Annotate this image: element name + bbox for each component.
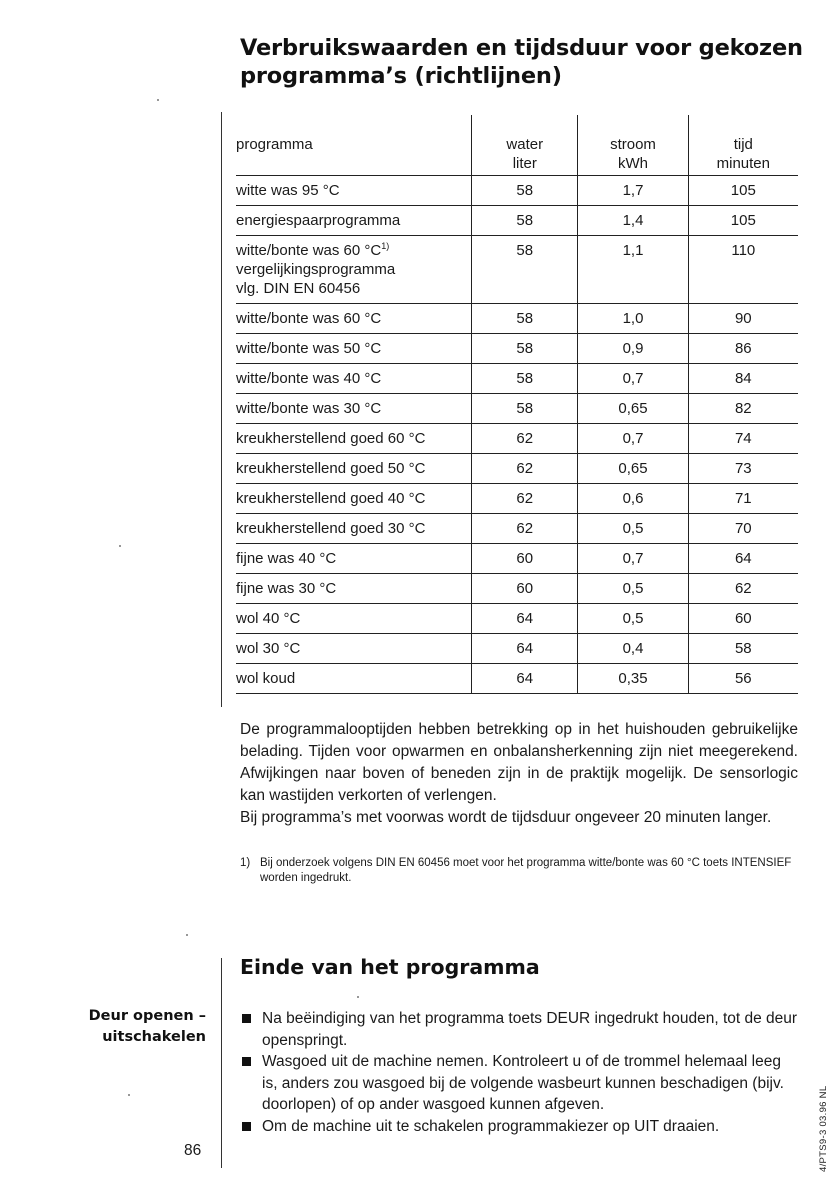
footnote-mark: 1) [240, 857, 251, 869]
cell-water: 58 [472, 206, 578, 236]
table-row [236, 424, 798, 454]
table-row [236, 364, 798, 394]
prewash-note: Bij programma’s met voorwas wordt de tijdsduur ongeveer 20 minuten langer. [240, 809, 772, 826]
cell-programma: wol koud [236, 664, 472, 694]
cell-stroom: 0,65 [578, 454, 688, 484]
cell-water: 58 [472, 304, 578, 334]
footnote [240, 856, 800, 886]
cell-programma: wol 40 °C [236, 604, 472, 634]
explanation-paragraph [240, 719, 798, 829]
explanation-text: De programmalooptijden hebben betrekking op in het huishouden gebruikelijke belading. Tijden voor opwarmen en onbalansherkenning zijn niet meegerekend. Afwijkingen naar boven of beneden zijn in de praktijk mogelijk. De sensorlogic kan wastijden verkorten of verlengen. [240, 721, 798, 804]
table-row [236, 604, 798, 634]
cell-programma: energiespaarprogramma [236, 206, 472, 236]
column-header-water [472, 115, 578, 176]
column-header-stroom [578, 115, 688, 176]
cell-line [236, 241, 471, 260]
column-header-label: water [506, 136, 544, 153]
cell-stroom: 0,4 [578, 634, 688, 664]
cell-line: vergelijkingsprogramma [236, 261, 396, 278]
cell-programma: kreukherstellend goed 40 °C [236, 484, 472, 514]
cell-line-text: witte/bonte was 60 °C [236, 242, 382, 259]
margin-rule-top [221, 112, 222, 707]
step-text: Wasgoed uit de machine nemen. Kontroleert u of de trommel helemaal leeg is, anders zou wasgoed bij de volgende wasbeurt kunnen beschadigen (bijv. doorlopen) of op ander wasgoed kunnen afgeven. [262, 1053, 784, 1113]
table-row [236, 334, 798, 364]
table-row [236, 484, 798, 514]
cell-water: 62 [472, 514, 578, 544]
cell-stroom: 0,5 [578, 514, 688, 544]
margin-rule-bottom [221, 958, 222, 1168]
cell-water: 58 [472, 334, 578, 364]
cell-water: 62 [472, 454, 578, 484]
column-header-unit: kWh [618, 155, 648, 172]
cell-water: 58 [472, 236, 578, 304]
cell-tijd: 56 [688, 664, 798, 694]
cell-stroom: 0,7 [578, 544, 688, 574]
page-title-line-1: Verbruikswaarden en tijdsduur voor gekozen [240, 35, 803, 61]
cell-programma: fijne was 40 °C [236, 544, 472, 574]
page-title-line-2: programma’s (richtlijnen) [240, 63, 562, 89]
column-header-label: stroom [610, 136, 656, 153]
page-title [240, 34, 820, 90]
cell-tijd: 60 [688, 604, 798, 634]
cell-water: 64 [472, 604, 578, 634]
cell-tijd: 82 [688, 394, 798, 424]
table-row [236, 544, 798, 574]
cell-programma: kreukherstellend goed 30 °C [236, 514, 472, 544]
side-heading-line-2: uitschakelen [102, 1029, 206, 1045]
table-row [236, 236, 798, 304]
column-header-unit: minuten [716, 155, 770, 172]
cell-water: 60 [472, 574, 578, 604]
table-row [236, 454, 798, 484]
cell-stroom: 1,1 [578, 236, 688, 304]
cell-programma [236, 236, 472, 304]
cell-stroom: 0,65 [578, 394, 688, 424]
cell-programma: witte/bonte was 40 °C [236, 364, 472, 394]
column-header-tijd [688, 115, 798, 176]
cell-water: 58 [472, 176, 578, 206]
cell-water: 62 [472, 424, 578, 454]
cell-programma: kreukherstellend goed 50 °C [236, 454, 472, 484]
square-bullet-icon [242, 1122, 251, 1131]
scan-speck [128, 1094, 130, 1096]
cell-stroom: 1,0 [578, 304, 688, 334]
cell-programma: witte/bonte was 30 °C [236, 394, 472, 424]
step-text: Na beëindiging van het programma toets DEUR ingedrukt houden, tot de deur openspringt. [262, 1010, 798, 1049]
column-header-label: tijd [733, 136, 753, 153]
consumption-table [236, 115, 798, 694]
table-header-row [236, 115, 798, 176]
scan-speck [186, 934, 188, 936]
cell-tijd: 90 [688, 304, 798, 334]
side-heading [36, 1006, 206, 1048]
document-code [818, 1016, 832, 1176]
table-row [236, 634, 798, 664]
scan-speck [157, 99, 159, 101]
cell-stroom: 0,6 [578, 484, 688, 514]
cell-tijd: 86 [688, 334, 798, 364]
column-header-programma [236, 115, 472, 176]
table-row [236, 664, 798, 694]
cell-tijd: 62 [688, 574, 798, 604]
cell-tijd: 73 [688, 454, 798, 484]
table-row [236, 206, 798, 236]
table-row [236, 394, 798, 424]
cell-water: 62 [472, 484, 578, 514]
cell-stroom: 0,7 [578, 364, 688, 394]
cell-stroom: 0,9 [578, 334, 688, 364]
cell-stroom: 0,5 [578, 574, 688, 604]
square-bullet-icon [242, 1014, 251, 1023]
document-code-text: 4/PTS9-3 03.96 NL [818, 1085, 829, 1172]
cell-tijd: 64 [688, 544, 798, 574]
square-bullet-icon [242, 1057, 251, 1066]
cell-stroom: 1,7 [578, 176, 688, 206]
cell-water: 58 [472, 364, 578, 394]
cell-programma: kreukherstellend goed 60 °C [236, 424, 472, 454]
column-header-unit: liter [512, 155, 537, 172]
cell-stroom: 0,7 [578, 424, 688, 454]
footnote-text: Bij onderzoek volgens DIN EN 60456 moet voor het programma witte/bonte was 60 °C toets INTENSIEF worden ingedrukt. [260, 857, 792, 884]
cell-water: 58 [472, 394, 578, 424]
cell-water: 64 [472, 634, 578, 664]
table-row [236, 304, 798, 334]
cell-stroom: 1,4 [578, 206, 688, 236]
cell-stroom: 0,5 [578, 604, 688, 634]
footnote-reference: 1) [381, 241, 390, 251]
column-header-label: programma [236, 136, 313, 153]
cell-programma: witte/bonte was 60 °C [236, 304, 472, 334]
side-heading-line-1: Deur openen – [88, 1008, 206, 1024]
cell-stroom: 0,35 [578, 664, 688, 694]
cell-programma: witte/bonte was 50 °C [236, 334, 472, 364]
list-item [240, 1051, 800, 1116]
cell-tijd: 71 [688, 484, 798, 514]
list-item [240, 1008, 800, 1051]
cell-tijd: 105 [688, 206, 798, 236]
table-row [236, 514, 798, 544]
cell-water: 64 [472, 664, 578, 694]
list-item [240, 1116, 800, 1138]
cell-line: vlg. DIN EN 60456 [236, 280, 361, 297]
cell-programma: wol 30 °C [236, 634, 472, 664]
table-row [236, 574, 798, 604]
cell-tijd: 110 [688, 236, 798, 304]
table-row [236, 176, 798, 206]
section-heading: Einde van het programma [240, 955, 540, 979]
page-number: 86 [184, 1142, 202, 1159]
step-text: Om de machine uit te schakelen programmakiezer op UIT draaien. [262, 1117, 720, 1135]
cell-programma: fijne was 30 °C [236, 574, 472, 604]
cell-tijd: 74 [688, 424, 798, 454]
scan-speck [119, 545, 121, 547]
cell-water: 60 [472, 544, 578, 574]
cell-tijd: 84 [688, 364, 798, 394]
cell-tijd: 70 [688, 514, 798, 544]
cell-tijd: 58 [688, 634, 798, 664]
scan-speck [357, 996, 359, 998]
cell-tijd: 105 [688, 176, 798, 206]
steps-list [240, 1008, 800, 1137]
cell-programma: witte was 95 °C [236, 176, 472, 206]
